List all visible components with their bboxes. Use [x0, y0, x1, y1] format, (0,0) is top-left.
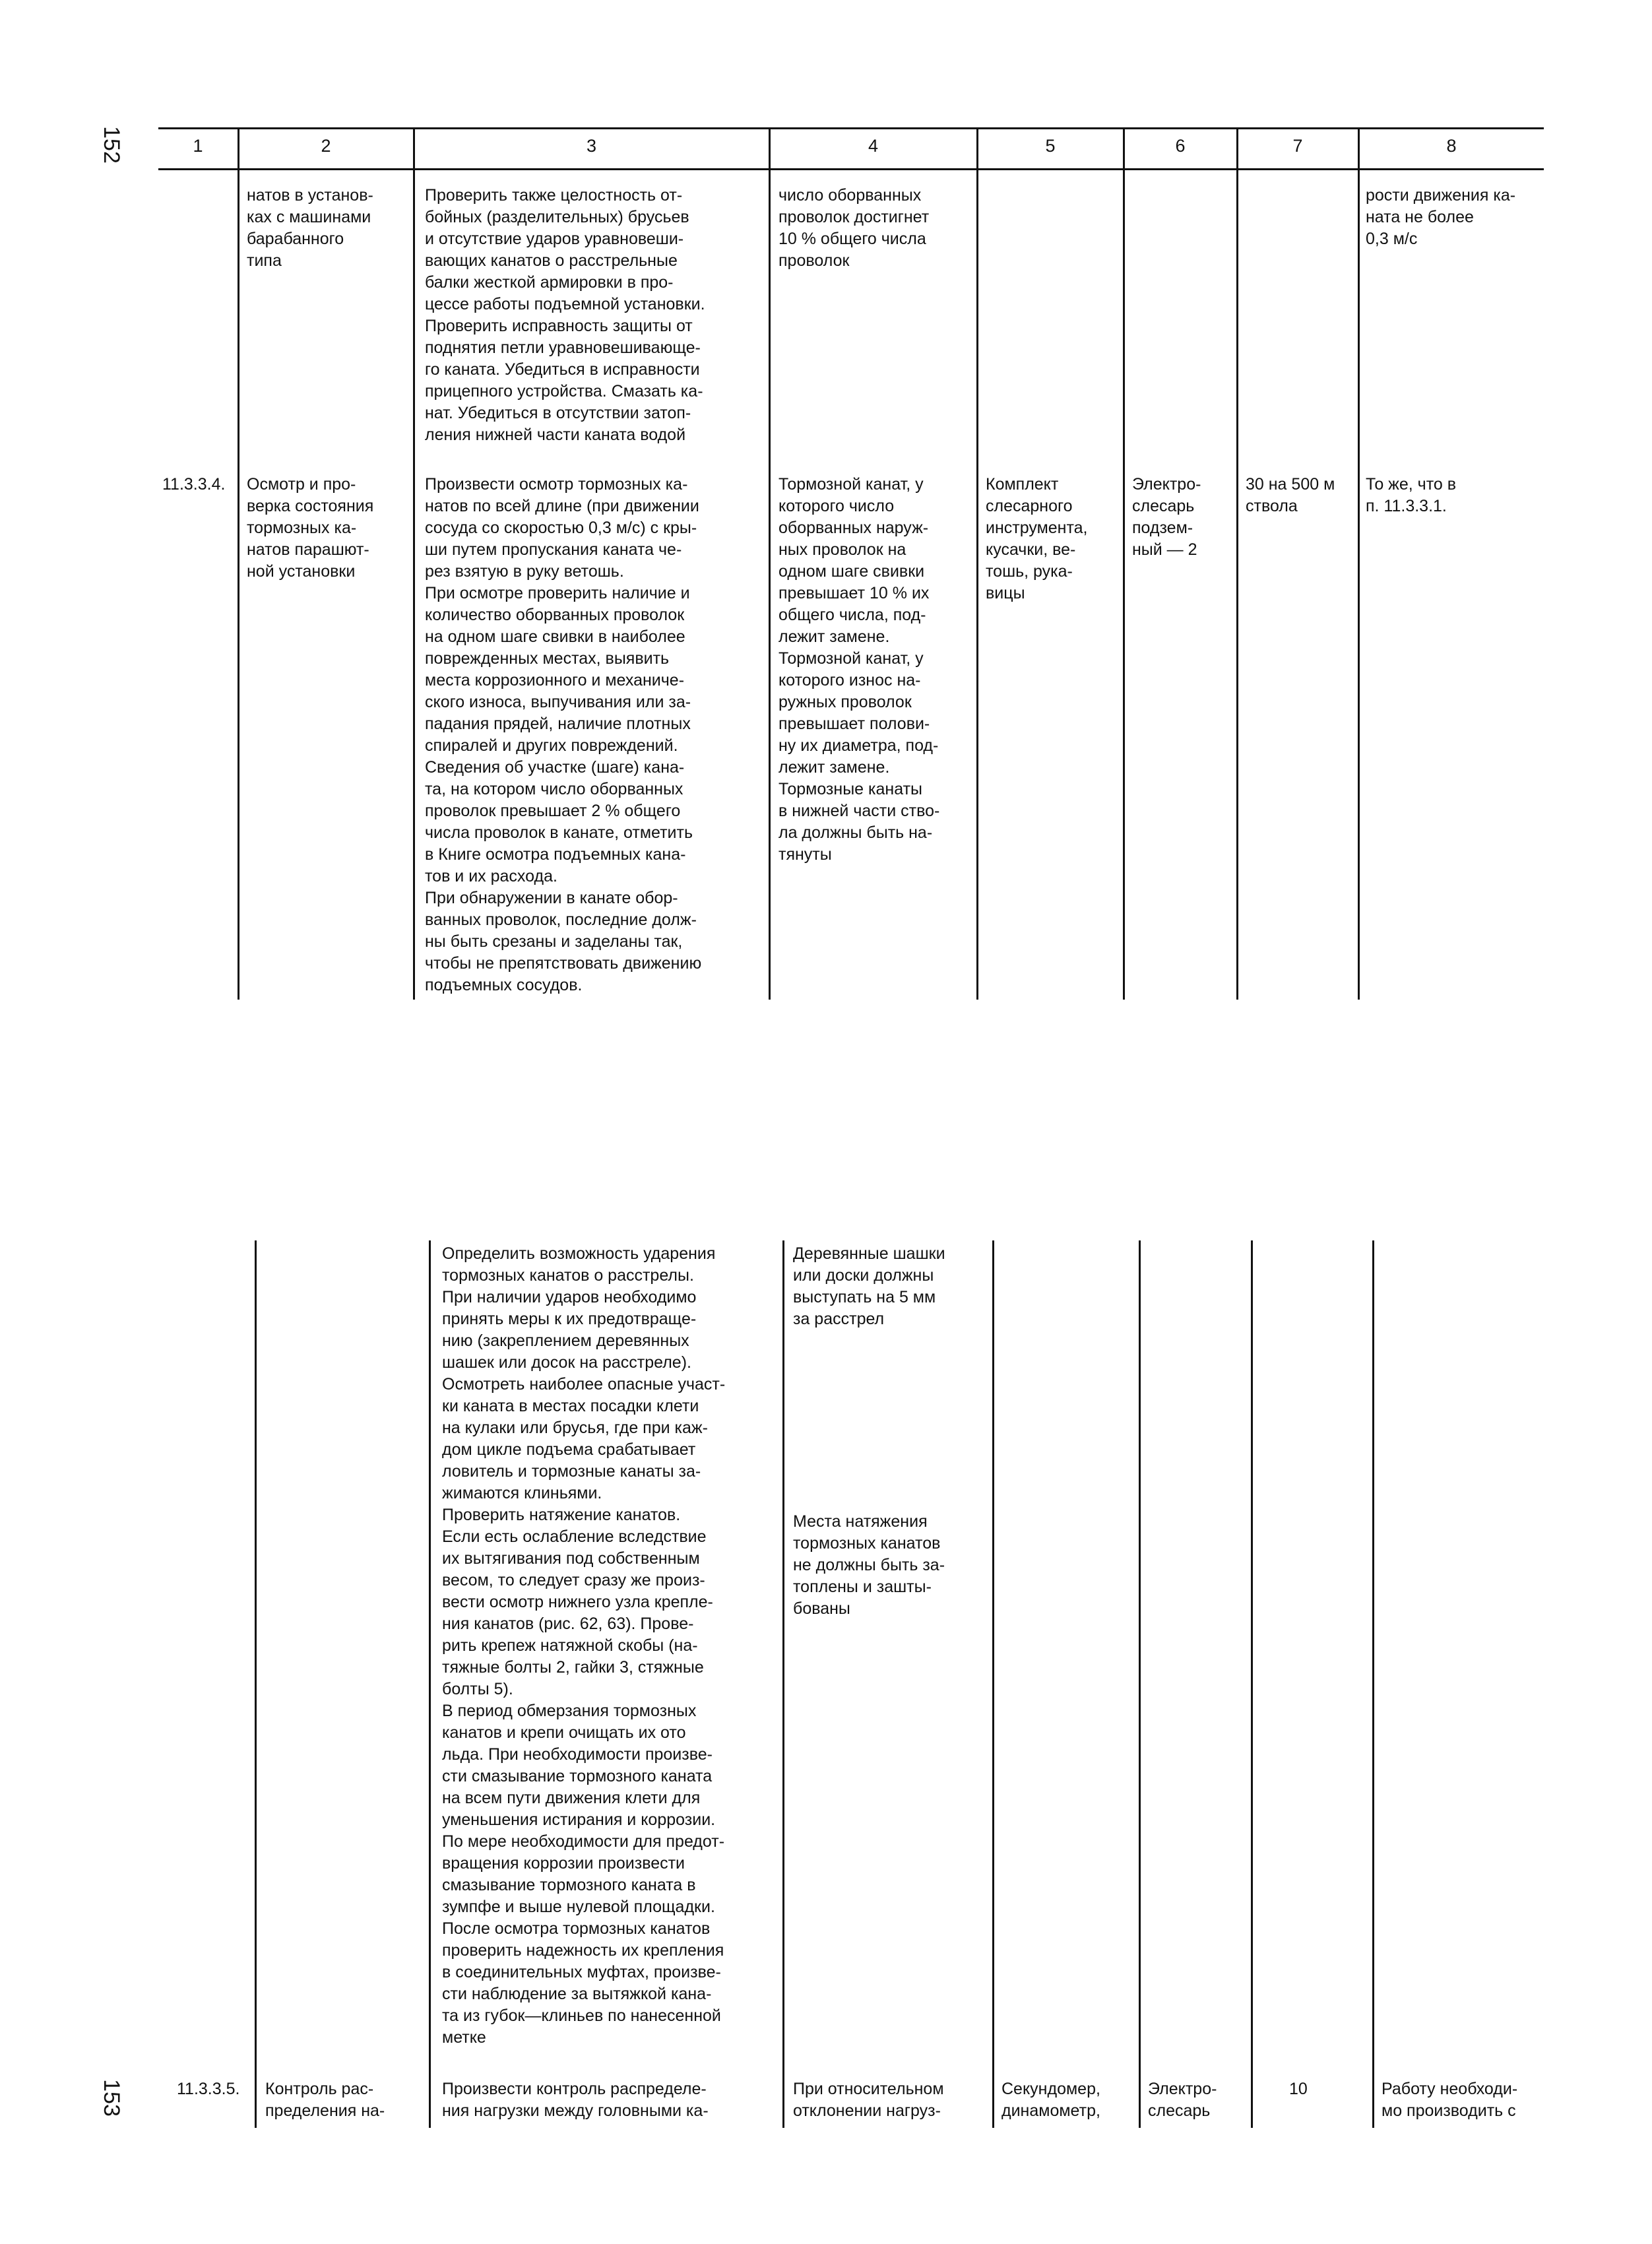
row-11335-time-norm: 10: [1289, 2080, 1308, 2098]
top-col-divider-2: [413, 127, 415, 1000]
row-11335-procedure: Произвести контроль распределе- ния нагрузки между головными ка-: [442, 2080, 709, 2120]
row-11334-item-name: Осмотр и про- верка состояния тормозных ка- натов парашют- ной установки: [247, 475, 374, 581]
row-11334-number: 11.3.3.4.: [162, 475, 226, 494]
page-number-top: 152: [98, 126, 124, 164]
top-col-divider-3: [769, 127, 771, 1000]
page-number-bottom: 153: [98, 2079, 124, 2117]
cont-row-requirements: число оборванных проволок достигнет 10 % общего числа проволок: [778, 186, 930, 270]
bottom-cont-requirements-a: Деревянные шашки или доски должны выступать на 5 мм за расстрел: [793, 1244, 945, 1328]
row-11335-number: 11.3.3.5.: [177, 2080, 240, 2098]
cont-row-item-name: натов в установ- ках с машинами барабанного типа: [247, 186, 373, 270]
row-11335-item-name: Контроль рас- пределения на-: [265, 2080, 385, 2120]
row-11334-performer: Электро- слесарь подзем- ный — 2: [1132, 475, 1201, 559]
column-header-3: 3: [586, 136, 597, 156]
row-11334-requirements: Тормозной канат, у которого число оборванных наруж- ных проволок на одном шаге свивки превышает 10 % их общего числа, под- лежит замене. Тормозной канат, у которого износ на- ружных проволок превышает полови- ну их диаметра, под- лежит замене. Тормозные канаты в нижней части ство- ла должны быть на- тянуты: [778, 475, 940, 864]
bottom-col-divider-7: [1372, 1240, 1374, 2128]
row-11334-notes: То же, что в п. 11.3.3.1.: [1366, 475, 1457, 515]
bottom-cont-requirements-b: Места натяжения тормозных канатов не должны быть за- топлены и зашты- бованы: [793, 1512, 945, 1618]
row-11335-notes: Работу необходи- мо производить с: [1382, 2080, 1518, 2120]
bottom-col-divider-1: [255, 1240, 257, 2128]
top-col-divider-4: [976, 127, 978, 1000]
bottom-col-divider-4: [992, 1240, 994, 2128]
top-col-divider-7: [1358, 127, 1360, 1000]
cont-row-notes: рости движения ка- ната не более 0,3 м/с: [1366, 186, 1516, 248]
cont-row-procedure: Проверить также целостность от- бойных (разделительных) брусьев и отсутствие ударов уравновеши- вающих канатов о расстрельные балки жесткой армировки в про- цессе работы подъемной установки. Проверить исправность защиты от поднятия петли уравновешивающе- го каната. Убедиться в исправности прицепного устройства. Смазать ка- нат. Убедиться в отсутствии затоп- ления нижней части каната водой: [425, 186, 705, 444]
bottom-col-divider-3: [782, 1240, 784, 2128]
top-table-header-rule: [158, 168, 1544, 170]
bottom-col-divider-6: [1251, 1240, 1253, 2128]
row-11335-requirements: При относительном отклонении нагруз-: [793, 2080, 944, 2120]
column-header-1: 1: [193, 136, 203, 156]
row-11335-performer: Электро- слесарь: [1148, 2080, 1217, 2120]
top-col-divider-6: [1236, 127, 1238, 1000]
bottom-col-divider-2: [429, 1240, 431, 2128]
row-11334-tools: Комплект слесарного инструмента, кусачки, ве- тошь, рука- вицы: [986, 475, 1088, 602]
bottom-col-divider-5: [1139, 1240, 1141, 2128]
row-11334-procedure: Произвести осмотр тормозных ка- натов по всей длине (при движении сосуда со скоростью 0,3 м/с) с кры- ши путем пропускания каната че- рез взятую в руку ветошь. При осмотре проверить наличие и количество оборванных проволок на одном шаге свивки в наиболее поврежденных местах, выявить места коррозионного и механиче- ского износа, выпучивания или за- падания прядей, наличие плотных спиралей и других повреждений. Сведения об участке (шаге) кана- та, на котором число оборванных проволок превышает 2 % общего числа проволок в канате, отметить в Книге осмотра подъемных кана- тов и их расхода. При обнаружении в канате обор- ванных проволок, последние долж- ны быть срезаны и заделаны так, чтобы не препятствовать движению подъемных сосудов.: [425, 475, 702, 994]
column-header-2: 2: [321, 136, 331, 156]
row-11335-tools: Секундомер, динамометр,: [1001, 2080, 1100, 2120]
top-table-top-rule: [158, 127, 1544, 129]
column-header-8: 8: [1446, 136, 1457, 156]
top-col-divider-5: [1123, 127, 1125, 1000]
column-header-7: 7: [1292, 136, 1303, 156]
bottom-cont-procedure: Определить возможность ударения тормозных канатов о расстрелы. При наличии ударов необходимо принять меры к их предотвраще- нию (закреплением деревянных шашек или досок на расстреле). Осмотреть наиболее опасные участ- ки каната в местах посадки клети на кулаки или брусья, где при каж- дом цикле подъема срабатывает ловитель и тормозные канаты за- жимаются клиньями. Проверить натяжение канатов. Если есть ослабление вследствие их вытягивания под собственным весом, то следует сразу же произ- вести осмотр нижнего узла крепле- ния канатов (рис. 62, 63). Прове- рить крепеж натяжной скобы (на- тяжные болты 2, гайки 3, стяжные болты 5). В период обмерзания тормозных канатов и крепи очищать их ото льда. При необходимости произве- сти смазывание тормозного каната на всем пути движения клети для уменьшения истирания и коррозии. По мере необходимости для предот- вращения коррозии произвести смазывание тормозного каната в зумпфе и выше нулевой площадки. После осмотра тормозных канатов проверить надежность их крепления в соединительных муфтах, произве- сти наблюдение за вытяжкой кана- та из губок—клиньев по нанесенной метке: [442, 1244, 726, 2047]
column-header-5: 5: [1045, 136, 1056, 156]
column-header-6: 6: [1175, 136, 1186, 156]
row-11334-time-norm: 30 на 500 м ствола: [1246, 475, 1335, 515]
column-header-4: 4: [868, 136, 879, 156]
top-col-divider-1: [238, 127, 239, 1000]
